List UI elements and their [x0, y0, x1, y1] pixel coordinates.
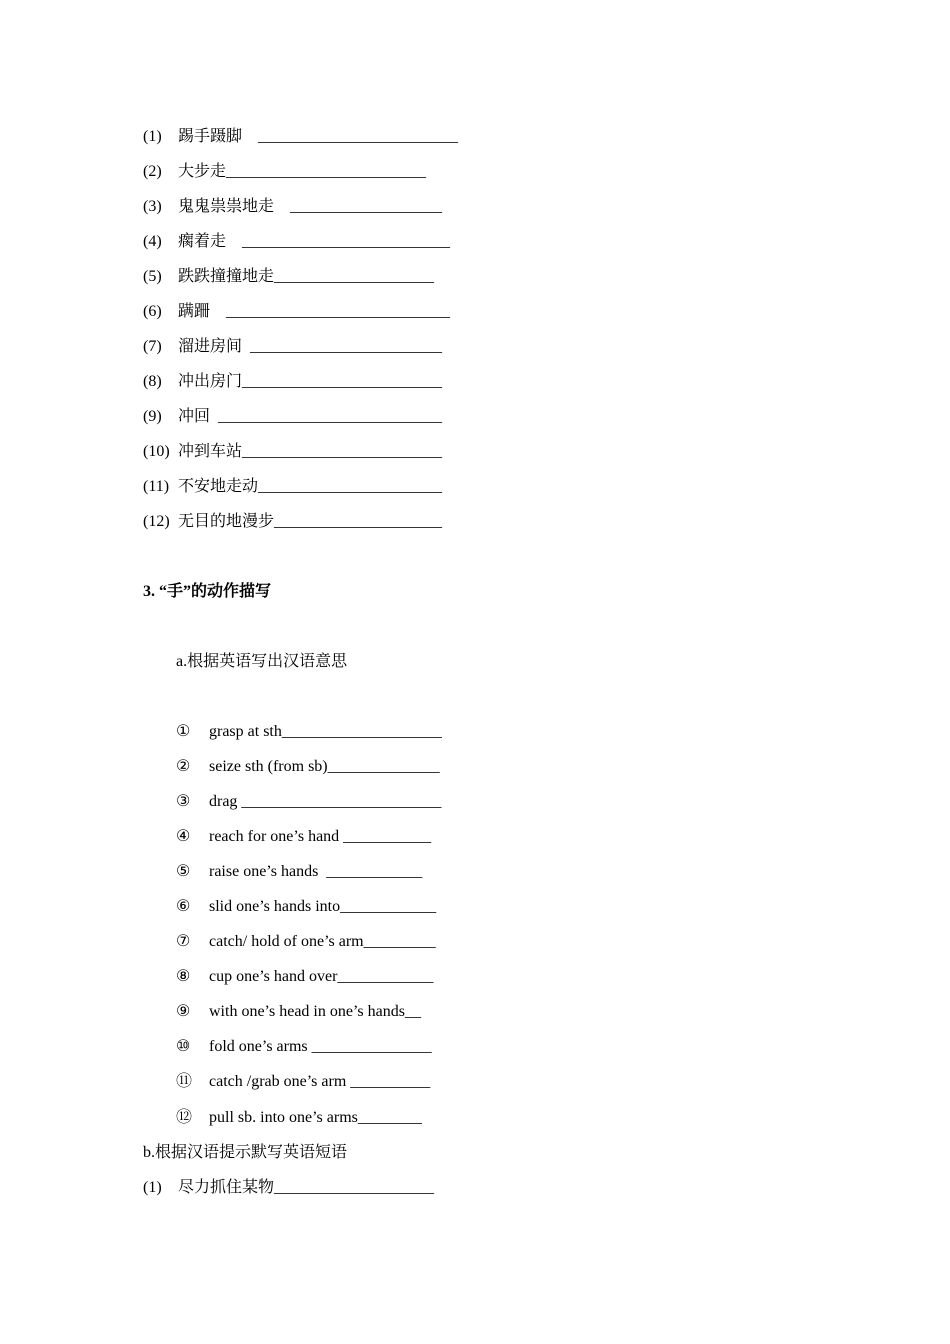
list-item: [143, 407, 442, 427]
item-text: cup one’s hand over____________: [209, 968, 434, 985]
item-text: grasp at sth____________________: [209, 723, 442, 740]
item-number: ④: [176, 828, 191, 845]
item-number: (6): [143, 303, 162, 320]
item-number: ①: [176, 723, 191, 740]
item-number: ⑩: [176, 1038, 191, 1055]
item-number: ⑪: [176, 1073, 193, 1090]
list-item: [176, 862, 422, 882]
item-text: 尽力抓住某物____________________: [178, 1179, 435, 1196]
item-number: (10): [143, 443, 170, 460]
item-number: ⑧: [176, 968, 191, 985]
list-item: [176, 967, 433, 987]
list-item: [176, 897, 436, 917]
list-item: [143, 302, 450, 322]
item-text: with one’s head in one’s hands__: [209, 1003, 421, 1020]
item-text: 鬼鬼祟祟地走 ___________________: [178, 198, 443, 215]
list-item: [143, 232, 450, 252]
item-number: (8): [143, 373, 162, 390]
list-item: [143, 512, 442, 532]
list-item: [176, 1002, 421, 1022]
item-text: fold one’s arms _______________: [209, 1038, 432, 1055]
list-item: [176, 932, 436, 952]
list-item: [143, 372, 442, 392]
item-text: reach for one’s hand ___________: [209, 828, 432, 845]
item-text: seize sth (from sb)______________: [209, 758, 440, 775]
item-number: ⑤: [176, 863, 191, 880]
item-number: ②: [176, 758, 191, 775]
item-text: catch /grab one’s arm __________: [209, 1073, 431, 1090]
list-item: [143, 197, 442, 217]
section-heading: 3. “手”的动作描写: [143, 583, 272, 600]
item-text: pull sb. into one’s arms________: [209, 1109, 422, 1126]
list-item: [143, 477, 442, 497]
item-text: 冲回 ____________________________: [178, 408, 443, 425]
list-item: [176, 1037, 432, 1057]
item-number: ⑨: [176, 1003, 191, 1020]
list-item: [143, 162, 426, 182]
list-item: [143, 1178, 434, 1198]
item-number: (1): [143, 1179, 162, 1196]
item-text: 无目的地漫步_____________________: [178, 513, 443, 530]
list-item: [176, 1108, 422, 1128]
item-text: 踢手蹑脚 _________________________: [178, 128, 459, 145]
list-item: [143, 267, 434, 287]
item-number: (9): [143, 408, 162, 425]
item-text: 冲到车站_________________________: [178, 443, 443, 460]
list-item: [143, 337, 442, 357]
item-text: 冲出房门_________________________: [178, 373, 443, 390]
item-number: ⑥: [176, 898, 191, 915]
item-text: slid one’s hands into____________: [209, 898, 437, 915]
list-item: [176, 757, 440, 777]
item-text: 蹒跚 ____________________________: [178, 303, 451, 320]
item-text: drag _________________________: [209, 793, 442, 810]
item-text: 大步走_________________________: [178, 163, 427, 180]
item-number: (11): [143, 478, 170, 495]
item-text: 跌跌撞撞地走____________________: [178, 268, 435, 285]
item-number: (2): [143, 163, 162, 180]
item-number: (1): [143, 128, 162, 145]
subsection-a-heading: a.根据英语写出汉语意思: [176, 653, 348, 670]
list-item: [176, 1072, 430, 1092]
item-text: raise one’s hands ____________: [209, 863, 423, 880]
item-number: (7): [143, 338, 162, 355]
list-item: [143, 127, 458, 147]
list-item: [176, 722, 442, 742]
item-text: 溜进房间 ________________________: [178, 338, 443, 355]
item-number: ⑦: [176, 933, 191, 950]
item-text: catch/ hold of one’s arm_________: [209, 933, 436, 950]
item-text: 不安地走动_______________________: [178, 478, 443, 495]
list-item: [176, 827, 431, 847]
item-text: 瘸着走 __________________________: [178, 233, 451, 250]
item-number: (3): [143, 198, 162, 215]
list-item: [143, 442, 442, 462]
item-number: (5): [143, 268, 162, 285]
item-number: ⑫: [176, 1109, 193, 1126]
subsection-b-heading: b.根据汉语提示默写英语短语: [143, 1144, 348, 1161]
item-number: (12): [143, 513, 170, 530]
list-item: [176, 792, 441, 812]
item-number: ③: [176, 793, 191, 810]
item-number: (4): [143, 233, 162, 250]
